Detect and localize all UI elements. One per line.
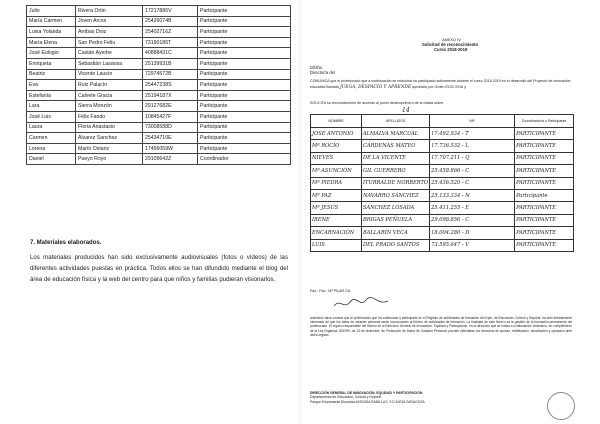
table-row: [311, 214, 574, 226]
cell-surname: Álvarez Sanchez: [76, 133, 143, 144]
cell-dni: 25434710E: [143, 133, 198, 144]
cell-role: PARTICIPANTE: [515, 140, 574, 152]
participants-table: [26, 5, 291, 165]
cell-role: PARTICIPANTE: [515, 177, 574, 189]
cell-first-name: Carmen: [27, 133, 76, 144]
footer: [310, 391, 572, 404]
communicates-paragraph: [310, 78, 572, 91]
cell-surname: Pueyo Royo: [76, 154, 143, 165]
cell-name: Mª PAZ: [311, 189, 362, 201]
table-row: [27, 27, 291, 38]
cell-dni: 29127682E: [143, 101, 198, 112]
cell-first-name: María Elena: [27, 37, 76, 48]
cell-dni: 73190186T: [143, 37, 198, 48]
cell-first-name: Luisa Yolanda: [27, 27, 76, 38]
section-paragraph: Los materiales producidos han sido exclusivamente audiovisuales (fotos o vídeos) de las diferentes actividades puestas en práctica. Todos ellos se han difundido mediante el blog del área de educación física y la web del centro para que niños y familias pudieran visionarlos.: [30, 254, 288, 283]
cell-surnames: NAVARRO SÁNCHEZ: [362, 189, 430, 201]
recognition-table-header: [311, 115, 574, 128]
header-name: NOMBRE: [311, 115, 362, 128]
cell-nif: 25.436.520 - C: [430, 177, 515, 189]
header-surnames: APELLIDOS: [362, 115, 430, 128]
cell-name: Mª ASUNCIÓN: [311, 165, 362, 177]
cell-role: PARTICIPANTE: [515, 202, 574, 214]
signature-line: Fdo.: Fdo.: Mª PILAR GIL: [310, 289, 351, 293]
cell-dni: 29109642Z: [143, 154, 198, 165]
legal-text: Asimismo hace constar que el profesorado que ha colaborado y participado en el Registro de actividades de formación del Dpto. de Educación, Cultura y Deporte, ha sido debidamente informado de que los datos de carácter personal serán incorporados al fichero de actividades de formación. La finalidad de este fichero es la gestión de la formación permanente del profesorado. El órgano responsable del fichero es la Dirección General de Innovación, Equidad y Participación, en la dirección que se indica a continuación. Asimismo, en cumplimiento de la Ley Orgánica 15/1999, de 13 de diciembre, de Protección de Datos de Carácter Personal, pueden ejercitarse los derechos de acceso, rectificación, cancelación y oposición ante dicho órgano.: [310, 316, 572, 337]
cell-dni: 72974572B: [143, 69, 198, 80]
cell-role: PARTICIPANTE: [515, 214, 574, 226]
cell-surname: Ruiz Palacín: [76, 80, 143, 91]
cell-role: Participante: [198, 69, 291, 80]
table-row: [27, 58, 291, 69]
cell-surnames: GIL GUERRERO: [362, 165, 430, 177]
cell-first-name: Eva: [27, 80, 76, 91]
cell-first-name: José Eulogio: [27, 48, 76, 59]
cell-first-name: Beatriz: [27, 69, 76, 80]
table-row: [311, 152, 574, 164]
cell-name: JOSÉ ANTONIO: [311, 128, 362, 140]
cell-dni: 17217886V: [143, 6, 198, 17]
cell-dni: 25194187X: [143, 90, 198, 101]
table-row: [27, 143, 291, 154]
cell-surnames: ALMALVA MARCUAL: [362, 128, 430, 140]
cell-role: Participante: [198, 37, 291, 48]
cell-surname: Marín Ostariz: [76, 143, 143, 154]
cell-dni: 17456059W: [143, 143, 198, 154]
footer-line: Departamento de Educación, Cultura y Deporte: [310, 395, 382, 400]
cell-name: IRENE: [311, 214, 362, 226]
table-row: [311, 227, 574, 239]
cell-role: Coordinador: [198, 154, 291, 165]
table-row: [311, 239, 574, 251]
left-page: [0, 0, 298, 424]
table-row: [27, 69, 291, 80]
cell-first-name: José Luis: [27, 111, 76, 122]
cell-dni: 40888431C: [143, 48, 198, 59]
table-row: [27, 80, 291, 91]
cell-role: PARTICIPANTE: [515, 165, 574, 177]
table-row: [311, 165, 574, 177]
annex-label: ANEXO IV: [442, 37, 461, 42]
cell-role: Participante: [198, 16, 291, 27]
cell-surnames: DEL PRADO SANTOS: [362, 239, 430, 251]
cell-nif: 18.004.280 - D: [430, 227, 515, 239]
cell-first-name: Estefanía: [27, 90, 76, 101]
section-heading: 7. Materiales elaborados.: [30, 240, 102, 246]
cell-first-name: Laura: [27, 122, 76, 133]
cell-role: Participante: [198, 48, 291, 59]
right-page: [302, 0, 600, 424]
footer-line: Parque Empresarial Dinamiza AVENIDA RANILLAS, 5 D 50018 ZARAGOZA: [310, 399, 425, 404]
cell-surname: Calvete Gracia: [76, 90, 143, 101]
cell-surname: Castán Ayerbe: [76, 48, 143, 59]
communicates-text: COMUNICA que el profesorado que a continuación se relaciona ha participado activamente durante el curso 2018-2019 en el desarrollo del Proyecto de innovación educativa llamado: [310, 79, 571, 89]
table-row: [27, 37, 291, 48]
table-row: [27, 48, 291, 59]
cell-name: Mª ROCÍO: [311, 140, 362, 152]
table-row: [27, 133, 291, 144]
cell-role: Participante: [198, 143, 291, 154]
cell-name: Mª JESÚS: [311, 202, 362, 214]
table-row: [27, 101, 291, 112]
recognition-table-body: [311, 128, 574, 252]
cell-name: NIEVES: [311, 152, 362, 164]
cell-dni: 25402716Z: [143, 27, 198, 38]
annex-course: Curso 2018-2019: [434, 47, 468, 52]
table-row: [27, 90, 291, 101]
cell-dni: 25139931B: [143, 58, 198, 69]
cell-first-name: Enriqueta: [27, 58, 76, 69]
cell-role: Participante: [198, 122, 291, 133]
cell-role: PARTICIPANTE: [515, 128, 574, 140]
cell-surname: Vicente Lausín: [76, 69, 143, 80]
header-nif: NIF: [430, 115, 515, 128]
cell-first-name: Daniel: [27, 154, 76, 165]
cell-surnames: SÁNCHEZ LOSADA: [362, 202, 430, 214]
table-row: [311, 140, 574, 152]
stamp-icon: [547, 392, 575, 420]
cell-role: PARTICIPANTE: [515, 152, 574, 164]
cell-role: Participante: [198, 27, 291, 38]
cell-dni: 25426074B: [143, 16, 198, 27]
communicates-tail: aprobado por Orden ECD/ 2018 y: [412, 85, 466, 89]
cell-surnames: BALLARÍN VECA: [362, 227, 430, 239]
annex-title: Solicitud de reconocimiento: [422, 42, 479, 47]
project-name: JUEGA, DESPACIO Y APRENDE: [339, 85, 412, 90]
cell-name: Mª PIEDRA: [311, 177, 362, 189]
table-row: [311, 189, 574, 201]
footer-line: DIRECCIÓN GENERAL DE INNOVACIÓN, EQUIDAD Y PARTICIPACIÓN: [310, 391, 423, 395]
cell-name: LUIS: [311, 239, 362, 251]
cell-nif: 17.736.532 - L: [430, 140, 515, 152]
table-row: [27, 16, 291, 27]
cell-surnames: ITURRALDE NORBERTO: [362, 177, 430, 189]
cell-nif: 25.411.255 - E: [430, 202, 515, 214]
addressee-dda: D/Dña.: [310, 65, 324, 70]
cell-dni: 10845427F: [143, 111, 198, 122]
cell-name: ENCARNACIÓN: [311, 227, 362, 239]
cell-nif: 17.492.934 - T: [430, 128, 515, 140]
cell-dni: 25447238S: [143, 80, 198, 91]
table-row: [27, 154, 291, 165]
addressee-director: Director/a del: [310, 70, 335, 75]
cell-first-name: Lara: [27, 101, 76, 112]
cell-role: Participante: [198, 90, 291, 101]
table-row: [27, 122, 291, 133]
cell-role: PARTICIPANTE: [515, 239, 574, 251]
cell-surname: Sebastián Lasaosa: [76, 58, 143, 69]
cell-surname: Floria Anastasio: [76, 122, 143, 133]
cell-nif: 17.707.211 - Q: [430, 152, 515, 164]
recognition-table: [310, 114, 574, 252]
cell-role: Participante: [198, 58, 291, 69]
cell-nif: 29.098.856 - C: [430, 214, 515, 226]
table-row: [311, 128, 574, 140]
cell-surname: Sierra Monzón: [76, 101, 143, 112]
cell-first-name: Lorena: [27, 143, 76, 154]
cell-first-name: María Carmen: [27, 16, 76, 27]
cell-surname: Félix Fando: [76, 111, 143, 122]
cell-surname: Rivera Ortin: [76, 6, 143, 17]
participants-table-body: [27, 6, 291, 165]
cell-role: Participante: [198, 111, 291, 122]
header-role: Coordinador/a o Participante: [515, 115, 574, 128]
cell-surname: Arribas Doiz: [76, 27, 143, 38]
cell-role: PARTICIPANTE: [515, 227, 574, 239]
cell-nif: 73.595.647 - V: [430, 239, 515, 251]
cell-role: Participante: [198, 80, 291, 91]
cell-role: Participante: [515, 189, 574, 201]
table-row: [27, 111, 291, 122]
table-row: [311, 177, 574, 189]
cell-role: Participante: [198, 133, 291, 144]
cell-surnames: CÁRDENAS MATEO: [362, 140, 430, 152]
table-row: [27, 6, 291, 17]
signature-scribble-icon: [332, 296, 392, 310]
table-row: [311, 202, 574, 214]
handwritten-total: 14: [402, 107, 410, 114]
cell-role: Participante: [198, 6, 291, 17]
request-line: SOLICITA su reconocimiento de acuerdo al punto decimoprimero de la citada orden.: [310, 101, 445, 105]
cell-surname: San Pedro Feliu: [76, 37, 143, 48]
cell-nif: 25.133.334 - N: [430, 189, 515, 201]
cell-surnames: BRIGAS PEÑUELA: [362, 214, 430, 226]
cell-dni: 73008588D: [143, 122, 198, 133]
cell-surname: Joven Arcos: [76, 16, 143, 27]
cell-first-name: Julio: [27, 6, 76, 17]
cell-nif: 25.458.866 - C: [430, 165, 515, 177]
cell-surnames: DE LA VICENTE: [362, 152, 430, 164]
cell-role: Participante: [198, 101, 291, 112]
